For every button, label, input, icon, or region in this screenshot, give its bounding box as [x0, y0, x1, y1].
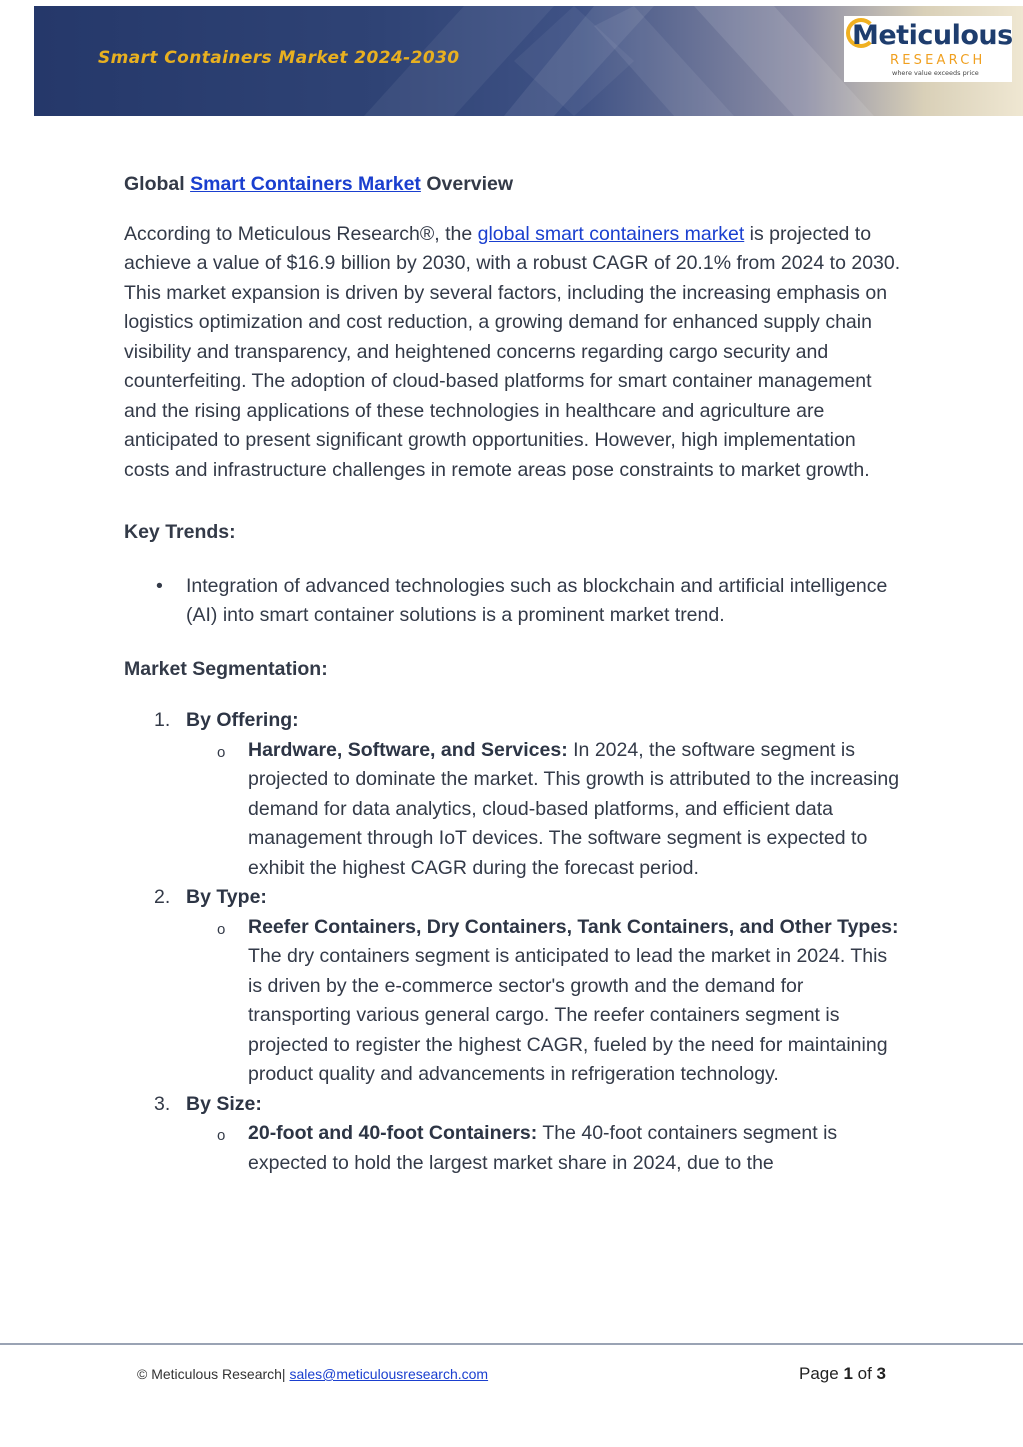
- footer-divider: [0, 1343, 1023, 1345]
- logo-tagline: where value exceeds price: [892, 69, 979, 77]
- segment-title: By Offering:: [186, 709, 299, 731]
- key-trends-heading: Key Trends:: [124, 521, 236, 543]
- footer-copyright: © Meticulous Research| sales@meticulousresearch.com: [137, 1366, 489, 1382]
- segment-detail: o Reefer Containers, Dry Containers, Tank Containers, and Other Types: The dry containers segment is anticipated to lead the market in 2024. This is driven by the e-commerce sector's growth and the demand for transporting various general cargo. The reefer containers segment is projected to register the highest CAGR, fueled by the need for maintaining product quality and advancements in refrigeration technology.: [248, 913, 904, 1090]
- header-banner: [34, 6, 1023, 116]
- segment-title: By Size:: [186, 1092, 262, 1115]
- document-body: [124, 170, 904, 1178]
- segment-detail: o Hardware, Software, and Services: In 2024, the software segment is projected to dominate the market. This growth is attributed to the increasing demand for data analytics, cloud-based platforms, and efficient data management through IoT devices. The software segment is expected to exhibit the highest CAGR during the forecast period.: [248, 736, 904, 884]
- segment-item: [154, 1090, 904, 1179]
- logo-subtitle: RESEARCH: [890, 53, 986, 68]
- segmentation-heading: Market Segmentation:: [124, 657, 328, 680]
- overview-paragraph: According to Meticulous Research®, the global smart containers market is projected to achieve a value of $16.9 billion by 2030, with a robust CAGR of 20.1% from 2024 to 2030. This market expansion is driven by several factors, including the increasing emphasis on logistics optimization and cost reduction, a growing demand for enhanced supply chain visibility and transparency, and heightened concerns regarding cargo security and counterfeiting. The adoption of cloud-based platforms for smart container management and the rising applications of these technologies in healthcare and agriculture are anticipated to present significant growth opportunities. However, high implementation costs and infrastructure challenges in remote areas pose constraints to market growth.: [124, 222, 901, 481]
- global-market-link[interactable]: global smart containers market: [477, 222, 745, 245]
- banner-title: Smart Containers Market 2024-2030: [98, 48, 460, 68]
- company-logo: [844, 16, 1012, 82]
- email-link[interactable]: sales@meticulousresearch.com: [289, 1366, 489, 1382]
- segment-number: 2.: [154, 886, 171, 908]
- logo-wordmark: Meticulous: [852, 20, 1013, 51]
- segment-item: [154, 706, 904, 883]
- page-number: Page 1 of 3: [799, 1364, 886, 1383]
- segment-detail: o 20-foot and 40-foot Containers: The 40-foot containers segment is expected to hold the largest market share in 2024, due to the: [248, 1119, 904, 1178]
- market-link[interactable]: Smart Containers Market: [190, 173, 421, 195]
- list-item: • Integration of advanced technologies such as blockchain and artificial intelligence (AI) into smart container solutions is a prominent market trend.: [186, 572, 904, 631]
- key-trends-list: [124, 572, 904, 631]
- segment-number: 1.: [154, 709, 171, 731]
- segment-number: 3.: [154, 1092, 171, 1115]
- segmentation-list: [124, 706, 904, 1178]
- segment-item: [154, 883, 904, 1090]
- segment-title: By Type:: [186, 886, 267, 908]
- overview-heading: Global Smart Containers Market Overview: [124, 173, 514, 195]
